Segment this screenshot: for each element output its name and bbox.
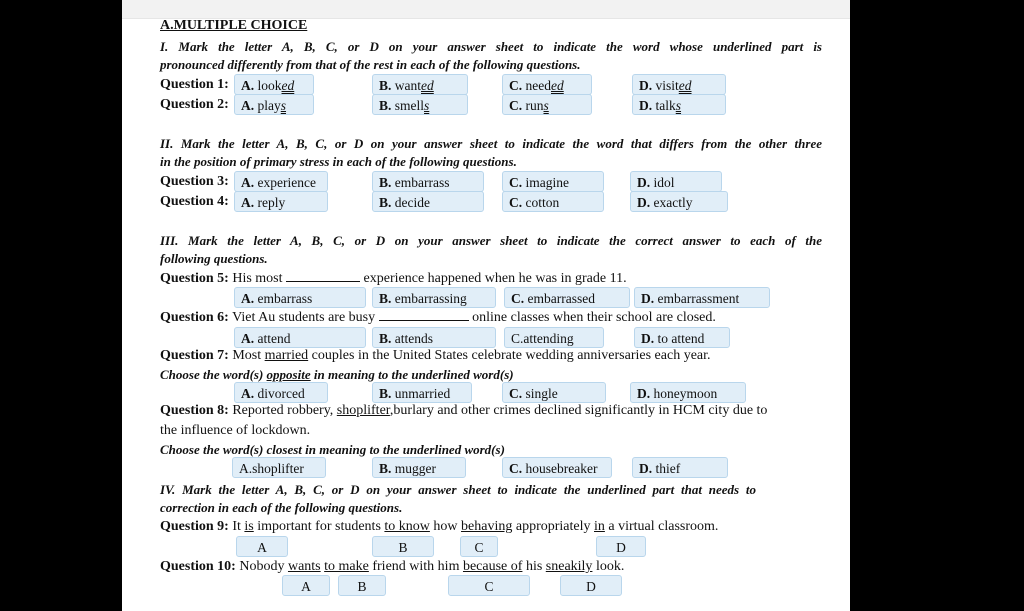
q3-option-b[interactable]: [372, 171, 484, 192]
opt-text: experience: [257, 175, 316, 190]
opt-letter: C.: [509, 98, 523, 113]
q6-blank[interactable]: [379, 320, 469, 321]
opt-underlined: s: [543, 98, 549, 113]
q8-instruction: Choose the word(s) closest in meaning to the underlined word(s): [160, 442, 505, 457]
q7-pre: Most: [232, 348, 262, 363]
q10-underline-c: because of: [462, 559, 523, 574]
q8-label: Question 8:: [160, 403, 229, 418]
opt-underlined: s: [280, 98, 287, 113]
q4-label: Question 4:: [160, 194, 229, 209]
opt-text: embarrassed: [527, 291, 595, 306]
q1-option-d[interactable]: [632, 74, 726, 95]
opt-text: attends: [394, 331, 434, 346]
q4-option-c[interactable]: [502, 191, 604, 212]
opt-text: embarrassing: [394, 291, 467, 306]
section2-instruction-line2: in the position of primary stress in each of the following questions.: [160, 154, 517, 169]
opt-text: cotton: [525, 195, 560, 210]
q9-text-3: how: [433, 519, 458, 534]
q9-option-b[interactable]: B: [372, 536, 434, 557]
opt-letter: D.: [639, 98, 653, 113]
q2-option-b[interactable]: [372, 94, 468, 115]
q7-inst-post: in meaning to the underlined word(s): [313, 367, 514, 382]
opt-text: exactly: [653, 195, 693, 210]
opt-letter: A.: [241, 98, 255, 113]
q9-underline-d: in: [594, 519, 605, 534]
q6-option-d[interactable]: [634, 327, 730, 348]
q10-option-a[interactable]: A: [282, 575, 330, 596]
q9-text-4: appropriately: [515, 519, 591, 534]
section2-instruction-line1: II. Mark the letter A, B, C, or D on your answer sheet to indicate the word that differs from the other three: [160, 136, 822, 151]
q3-option-c[interactable]: [502, 171, 604, 192]
opt-letter: C.: [509, 461, 523, 476]
q9-stem: [160, 518, 718, 535]
q7-option-c[interactable]: [502, 382, 606, 403]
opt-text: reply: [257, 195, 286, 210]
q7-instruction: [160, 366, 514, 383]
opt-letter: C.: [509, 78, 523, 93]
opt-text: C.attending: [511, 331, 574, 346]
q7-stem: [160, 347, 711, 364]
q7-option-b[interactable]: [372, 382, 472, 403]
q1-option-c[interactable]: [502, 74, 592, 95]
q3-label: Question 3:: [160, 174, 229, 189]
opt-underlined: ed: [550, 78, 564, 93]
section4-instruction-line2: correction in each of the following questions.: [160, 500, 403, 515]
opt-letter: D.: [637, 195, 651, 210]
opt-letter: C.: [509, 195, 523, 210]
q6-pre: Viet Au students are busy: [232, 310, 376, 325]
opt-text: single: [525, 386, 558, 401]
opt-letter: A.: [241, 195, 255, 210]
q1-option-a[interactable]: [234, 74, 314, 95]
opt-letter: D.: [639, 78, 653, 93]
opt-underlined: ed: [678, 78, 692, 93]
opt-letter: B.: [379, 175, 392, 190]
q3-option-a[interactable]: [234, 171, 328, 192]
q10-underline-d: sneakily: [545, 559, 593, 574]
q2-option-c[interactable]: [502, 94, 592, 115]
opt-text: look: [257, 78, 282, 93]
opt-text: housebreaker: [525, 461, 598, 476]
opt-text: unmarried: [394, 386, 451, 401]
opt-letter: B.: [379, 98, 392, 113]
q10-label: Question 10:: [160, 559, 236, 574]
worksheet-page: [122, 0, 850, 611]
opt-letter: D.: [639, 461, 653, 476]
q8-stem-line2: the influence of lockdown.: [160, 423, 311, 438]
opt-letter: C.: [509, 386, 523, 401]
section1-instruction-line2: pronounced differently from that of the rest in each of the following questions.: [160, 57, 581, 72]
opt-text: idol: [653, 175, 675, 190]
q5-option-a[interactable]: [234, 287, 366, 308]
opt-text: embarrass: [257, 291, 313, 306]
q10-option-d[interactable]: D: [560, 575, 622, 596]
q10-option-b[interactable]: B: [338, 575, 386, 596]
q3-option-d[interactable]: [630, 171, 722, 192]
opt-text: embarrassment: [657, 291, 740, 306]
opt-letter: B.: [379, 461, 392, 476]
q7-option-d[interactable]: [630, 382, 746, 403]
q8-post: ,burlary and other crimes declined significantly in HCM city due to: [389, 403, 768, 418]
q5-option-b[interactable]: [372, 287, 496, 308]
q7-option-a[interactable]: [234, 382, 328, 403]
section3-instruction-line2: following questions.: [160, 251, 268, 266]
q9-option-a[interactable]: A: [236, 536, 288, 557]
q9-underline-c: behaving: [461, 519, 513, 534]
q10-text-1: Nobody: [239, 559, 285, 574]
opt-text: decide: [394, 195, 430, 210]
page-top-strip: [122, 0, 850, 19]
q4-option-a[interactable]: [234, 191, 328, 212]
opt-letter: D.: [641, 291, 655, 306]
opt-text: visit: [655, 78, 679, 93]
q1-option-b[interactable]: [372, 74, 468, 95]
opt-letter: B.: [379, 291, 392, 306]
q5-option-c[interactable]: [504, 287, 630, 308]
opt-text: attend: [257, 331, 291, 346]
opt-letter: C.: [511, 291, 525, 306]
q10-text-4: look.: [595, 559, 625, 574]
q5-label: Question 5:: [160, 271, 229, 286]
q8-option-b[interactable]: [372, 457, 466, 478]
q10-text-3: his: [525, 559, 543, 574]
q10-underline-b: to make: [324, 559, 369, 574]
q8-pre: Reported robbery,: [232, 403, 334, 418]
opt-text: run: [525, 98, 544, 113]
q6-option-b[interactable]: [372, 327, 496, 348]
section-title: A.MULTIPLE CHOICE: [160, 18, 308, 33]
q10-stem: [160, 558, 624, 575]
opt-letter: A.: [241, 291, 255, 306]
q9-text-1: It: [232, 519, 241, 534]
q9-text-2: important for students: [257, 519, 381, 534]
q9-option-c[interactable]: C: [460, 536, 498, 557]
q6-stem: [160, 309, 716, 326]
q10-option-c[interactable]: C: [448, 575, 530, 596]
q8-underlined-word: shoplifter: [336, 403, 390, 418]
q1-label: Question 1:: [160, 77, 229, 92]
q7-inst-pre: Choose the word(s): [160, 367, 264, 382]
opt-text: want: [394, 78, 422, 93]
opt-text: mugger: [394, 461, 437, 476]
q6-option-c[interactable]: [504, 327, 604, 348]
opt-text: honeymoon: [653, 386, 718, 401]
q6-option-a[interactable]: [234, 327, 366, 348]
opt-text: thief: [655, 461, 681, 476]
opt-letter: D.: [637, 175, 651, 190]
q6-label: Question 6:: [160, 310, 229, 325]
opt-text: divorced: [257, 386, 305, 401]
opt-letter: B.: [379, 78, 392, 93]
q9-text-5: a virtual classroom.: [608, 519, 719, 534]
opt-letter: A.: [241, 386, 255, 401]
q5-stem: [160, 270, 627, 287]
q9-underline-b: to know: [384, 519, 430, 534]
section4-instruction-line1: IV. Mark the letter A, B, C, or D on your answer sheet to indicate the underlined part that needs to: [160, 482, 756, 497]
section1-instruction-line1: I. Mark the letter A, B, C, or D on your answer sheet to indicate the word whose underlined part is: [160, 39, 822, 54]
q7-inst-underlined: opposite: [266, 367, 311, 382]
q7-label: Question 7:: [160, 348, 229, 363]
opt-text: imagine: [525, 175, 569, 190]
opt-text: need: [525, 78, 551, 93]
q7-underlined-word: married: [264, 348, 309, 363]
opt-letter: D.: [637, 386, 651, 401]
q8-option-a[interactable]: [232, 457, 326, 478]
opt-letter: C.: [509, 175, 523, 190]
q5-option-d[interactable]: [634, 287, 770, 308]
opt-text: embarrass: [394, 175, 450, 190]
opt-text: play: [257, 98, 281, 113]
opt-text: A.shoplifter: [239, 461, 304, 476]
opt-underlined: ed: [281, 78, 295, 93]
q4-option-b[interactable]: [372, 191, 484, 212]
q9-underline-a: is: [244, 519, 254, 534]
q5-pre: His most: [232, 271, 283, 286]
q5-blank[interactable]: [286, 281, 360, 282]
opt-letter: B.: [379, 386, 392, 401]
q2-option-a[interactable]: [234, 94, 314, 115]
q9-label: Question 9:: [160, 519, 229, 534]
opt-letter: D.: [641, 331, 655, 346]
opt-letter: A.: [241, 78, 255, 93]
opt-underlined: s: [675, 98, 682, 113]
q5-post: experience happened when he was in grade 11.: [363, 271, 627, 286]
q9-option-d[interactable]: D: [596, 536, 646, 557]
opt-text: smell: [394, 98, 425, 113]
q8-option-c[interactable]: [502, 457, 612, 478]
q10-text-2: friend with him: [372, 559, 460, 574]
opt-letter: A.: [241, 331, 255, 346]
q4-option-d[interactable]: [630, 191, 728, 212]
q2-label: Question 2:: [160, 97, 229, 112]
opt-letter: B.: [379, 195, 392, 210]
q8-stem: [160, 402, 767, 419]
opt-text: talk: [655, 98, 676, 113]
q2-option-d[interactable]: [632, 94, 726, 115]
section3-instruction-line1: III. Mark the letter A, B, C, or D on your answer sheet to indicate the correct answer to each of the: [160, 233, 822, 248]
q6-post: online classes when their school are closed.: [472, 310, 716, 325]
q8-option-d[interactable]: [632, 457, 728, 478]
opt-letter: B.: [379, 331, 392, 346]
opt-underlined: s: [424, 98, 430, 113]
opt-letter: A.: [241, 175, 255, 190]
q7-post: couples in the United States celebrate wedding anniversaries each year.: [311, 348, 711, 363]
opt-underlined: ed: [421, 78, 434, 93]
q10-underline-a: wants: [287, 559, 321, 574]
opt-text: to attend: [657, 331, 705, 346]
